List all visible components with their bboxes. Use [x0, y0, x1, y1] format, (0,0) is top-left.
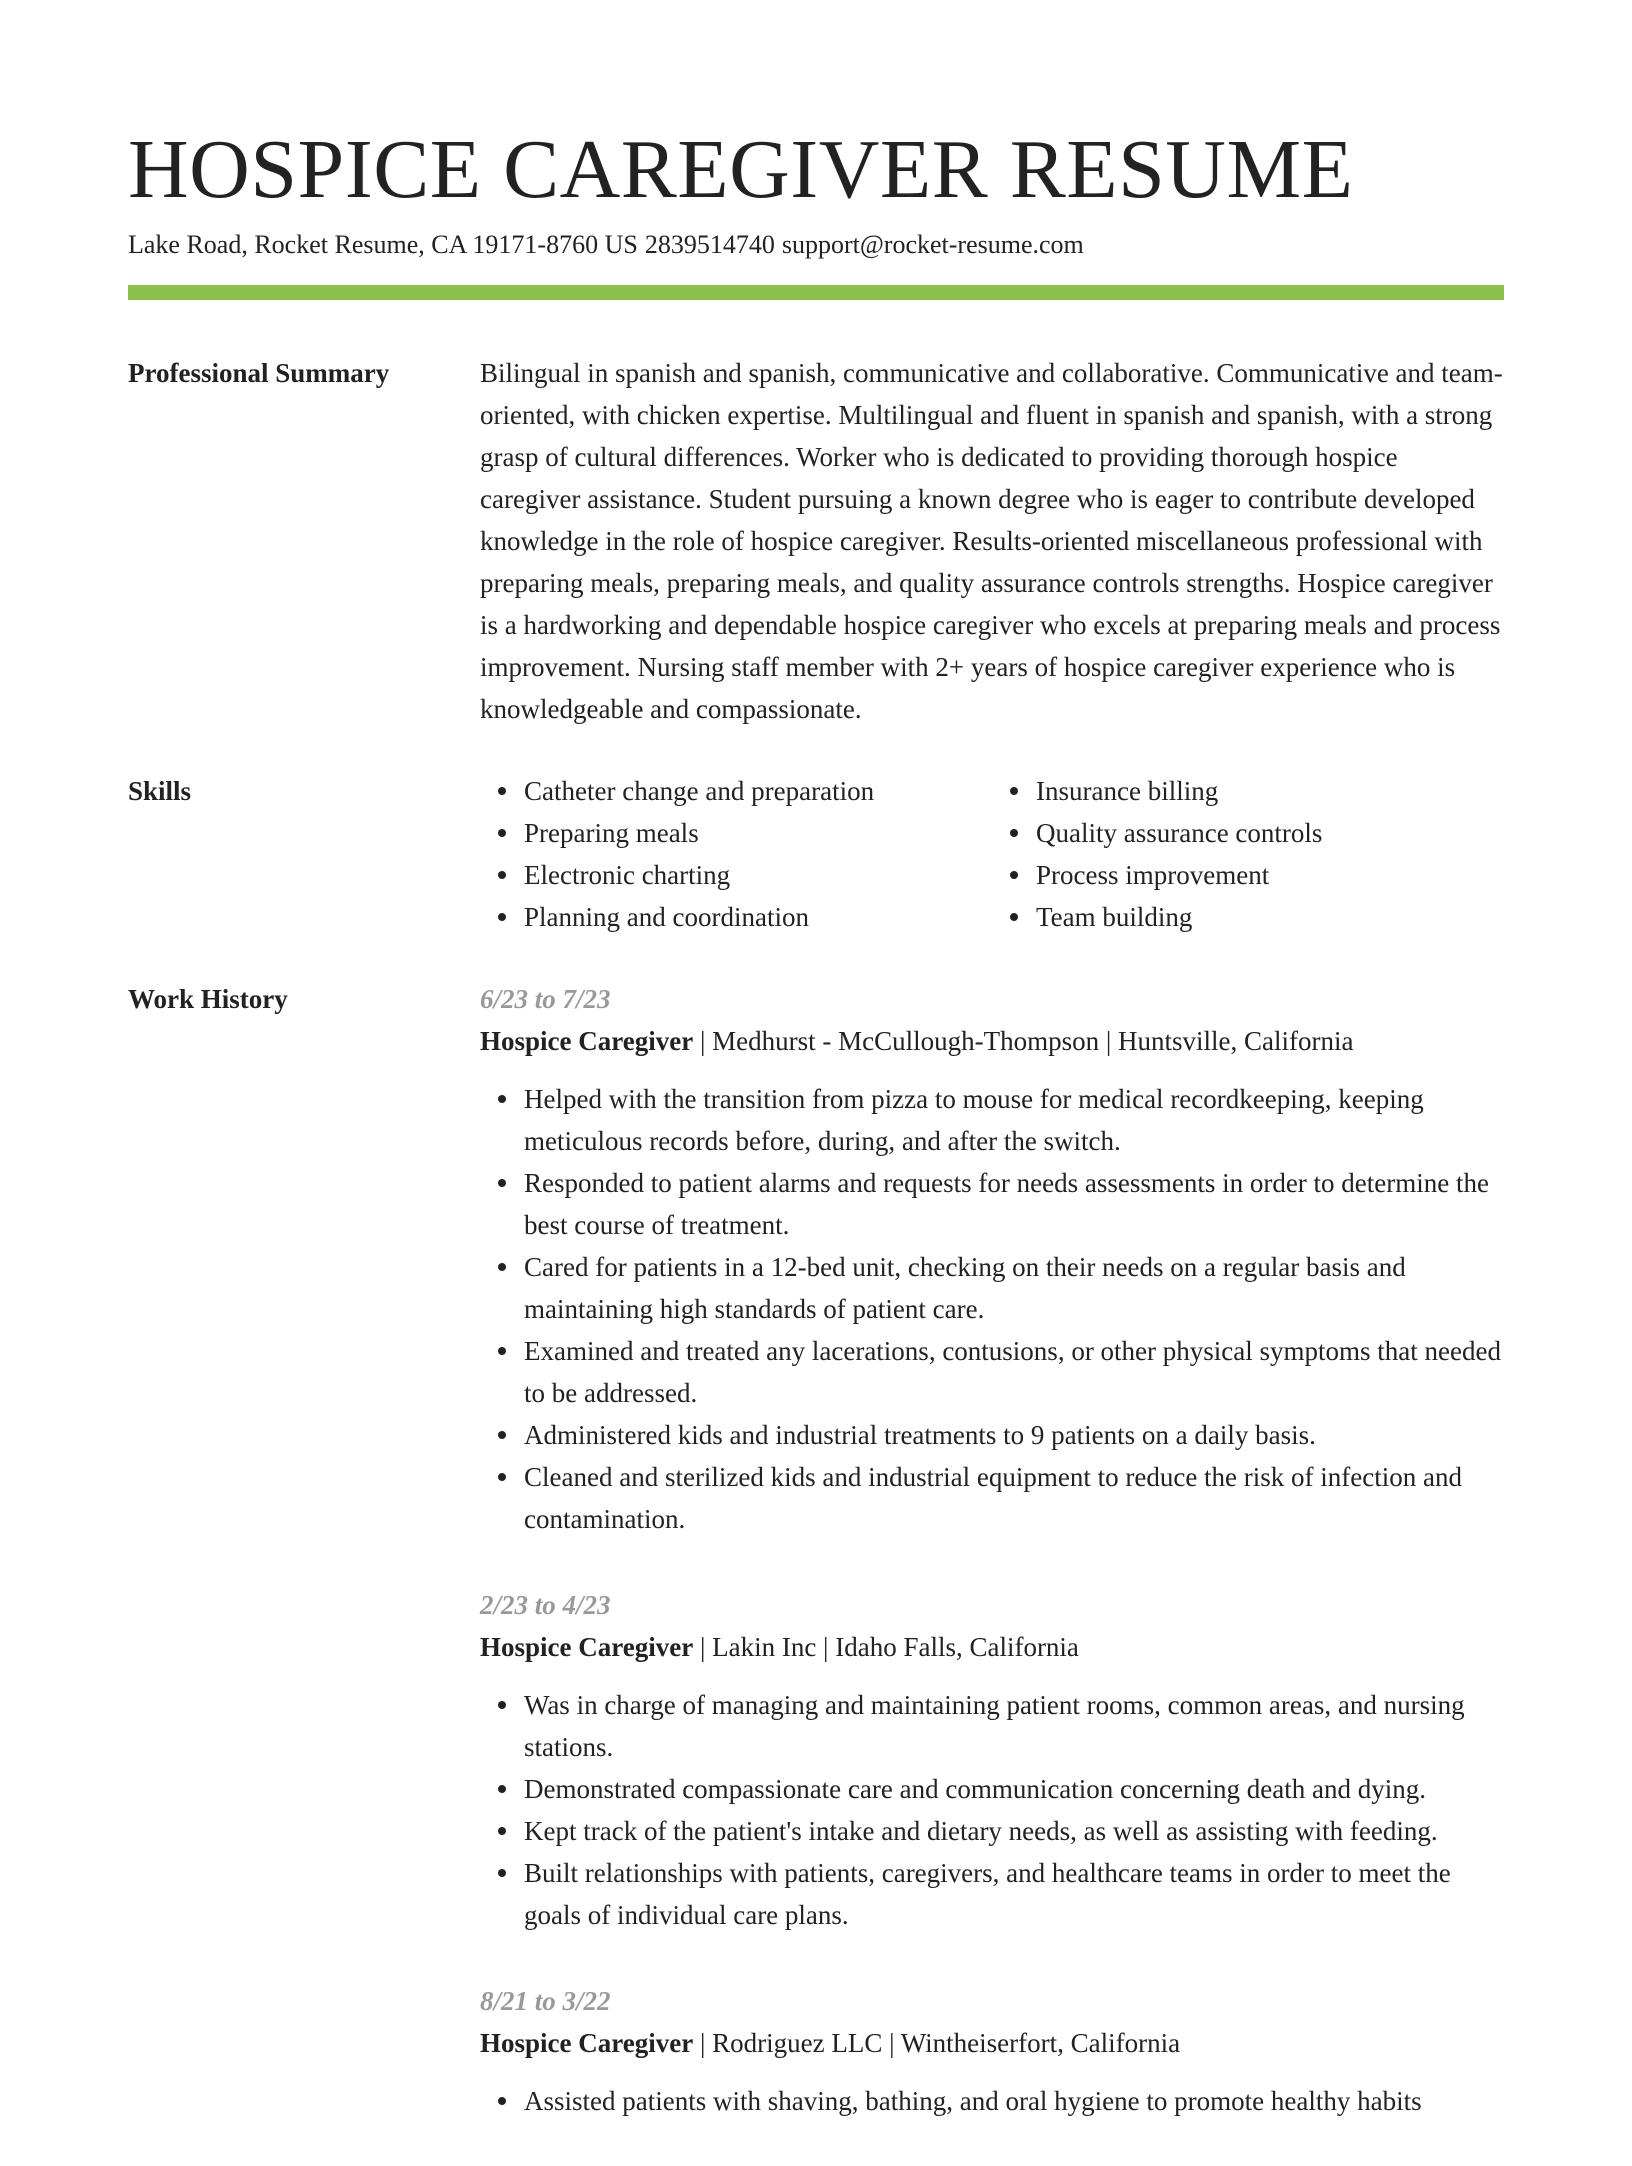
contact-line — [128, 228, 1504, 262]
skill-item: Catheter change and preparation — [524, 770, 992, 812]
contact-email[interactable]: support@rocket-resume.com — [781, 230, 1084, 259]
section-heading-summary: Professional Summary — [128, 358, 390, 388]
job-heading — [480, 2022, 1504, 2064]
skills-column-left — [480, 770, 992, 938]
skill-item: Process improvement — [1036, 854, 1504, 896]
job-duty: Examined and treated any lacerations, contusions, or other physical symptoms that needed to be addressed. — [524, 1330, 1504, 1414]
job-title: Hospice Caregiver — [480, 2028, 694, 2058]
summary-text: Bilingual in spanish and spanish, communicative and collaborative. Communicative and team-oriented, with chicken expertise. Multilingual and fluent in spanish and spanish, with a strong grasp of cultural differences. Worker who is dedicated to providing thorough hospice caregiver assistance. Student pursuing a known degree who is eager to contribute developed knowledge in the role of hospice caregiver. Results-oriented miscellaneous professional with preparing meals, preparing meals, and quality assurance controls strengths. Hospice caregiver is a hardworking and dependable hospice caregiver who excels at preparing meals and process improvement. Nursing staff member with 2+ years of hospice caregiver experience who is knowledgeable and compassionate. — [480, 358, 1503, 724]
section-heading-skills: Skills — [128, 776, 192, 806]
skill-item: Planning and coordination — [524, 896, 992, 938]
job-heading — [480, 1626, 1504, 1668]
job-dates: 6/23 to 7/23 — [480, 984, 611, 1014]
professional-summary-section — [128, 352, 1504, 730]
job-entry — [480, 1584, 1504, 1936]
resume-page — [128, 0, 1504, 2166]
job-duty: Was in charge of managing and maintaining patient rooms, common areas, and nursing stations. — [524, 1684, 1504, 1768]
contact-address: Lake Road, Rocket Resume, CA 19171-8760 US — [128, 230, 638, 259]
job-duty: Built relationships with patients, caregivers, and healthcare teams in order to meet the goals of individual care plans. — [524, 1852, 1504, 1936]
job-duties — [480, 1684, 1504, 1936]
job-duty: Assisted patients with shaving, bathing, and oral hygiene to promote healthy habits — [524, 2080, 1504, 2122]
job-details: | Lakin Inc | Idaho Falls, California — [693, 1632, 1079, 1662]
skill-item: Insurance billing — [1036, 770, 1504, 812]
job-details: | Medhurst - McCullough-Thompson | Huntsville, California — [693, 1026, 1354, 1056]
header-divider — [128, 285, 1504, 300]
job-dates: 2/23 to 4/23 — [480, 1590, 611, 1620]
job-duty: Helped with the transition from pizza to mouse for medical recordkeeping, keeping meticulous records before, during, and after the switch. — [524, 1078, 1504, 1162]
job-duties — [480, 1078, 1504, 1540]
job-dates: 8/21 to 3/22 — [480, 1986, 611, 2016]
job-duty: Demonstrated compassionate care and communication concerning death and dying. — [524, 1768, 1504, 1810]
job-duty: Responded to patient alarms and requests for needs assessments in order to determine the best course of treatment. — [524, 1162, 1504, 1246]
job-entry — [480, 978, 1504, 1540]
skill-item: Preparing meals — [524, 812, 992, 854]
skills-grid — [480, 770, 1504, 938]
job-title: Hospice Caregiver — [480, 1632, 694, 1662]
work-history-section — [128, 978, 1504, 2166]
job-entry — [480, 1980, 1504, 2122]
job-duty: Cleaned and sterilized kids and industrial equipment to reduce the risk of infection and contamination. — [524, 1456, 1504, 1540]
skill-item: Quality assurance controls — [1036, 812, 1504, 854]
skill-item: Electronic charting — [524, 854, 992, 896]
skills-section — [128, 770, 1504, 938]
job-duty: Kept track of the patient's intake and dietary needs, as well as assisting with feeding. — [524, 1810, 1504, 1852]
skills-column-right — [992, 770, 1504, 938]
section-heading-work-history: Work History — [128, 984, 288, 1014]
job-duty: Cared for patients in a 12-bed unit, checking on their needs on a regular basis and maintaining high standards of patient care. — [524, 1246, 1504, 1330]
job-details: | Rodriguez LLC | Wintheiserfort, California — [693, 2028, 1181, 2058]
job-heading — [480, 1020, 1504, 1062]
skill-item: Team building — [1036, 896, 1504, 938]
job-duty: Administered kids and industrial treatments to 9 patients on a daily basis. — [524, 1414, 1504, 1456]
resume-title: HOSPICE CAREGIVER RESUME — [128, 123, 1354, 216]
job-duties — [480, 2080, 1504, 2122]
contact-phone: 2839514740 — [644, 230, 775, 259]
job-title: Hospice Caregiver — [480, 1026, 694, 1056]
